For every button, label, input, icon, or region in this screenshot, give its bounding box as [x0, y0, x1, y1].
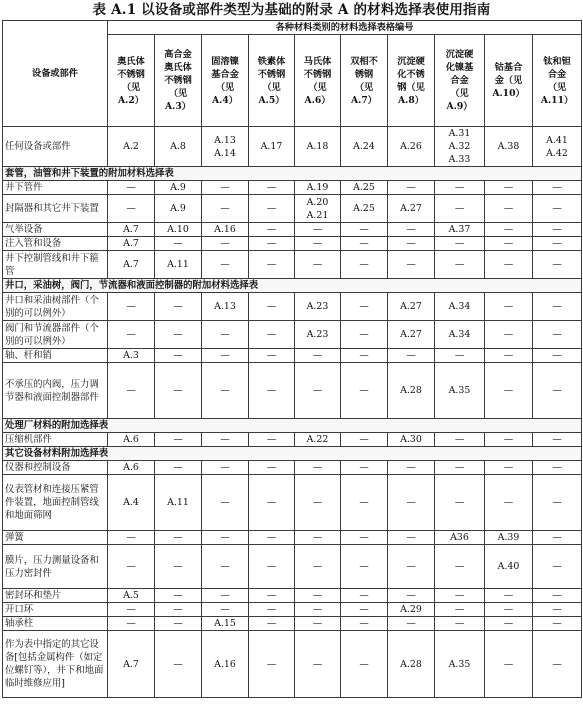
table-row — [3, 321, 582, 349]
table-cell: — — [155, 321, 202, 349]
table-row — [3, 545, 582, 589]
table-cell: — — [435, 195, 485, 223]
table-cell: — — [295, 237, 341, 251]
table-cell: — — [202, 251, 249, 279]
table-cell: — — [388, 545, 435, 589]
section-row — [3, 167, 582, 181]
table-cell: A.27 — [388, 321, 435, 349]
table-cell: A.23 — [295, 321, 341, 349]
table-cell: A.7 — [108, 223, 155, 237]
table-cell: — — [295, 223, 341, 237]
table-cell: — — [295, 545, 341, 589]
table-cell: — — [485, 461, 533, 475]
table-cell: — — [155, 461, 202, 475]
table-cell: A.20 A.21 — [295, 195, 341, 223]
table-cell: — — [485, 321, 533, 349]
table-cell: — — [341, 293, 388, 321]
table-title: 表 A.1 以设备或部件类型为基础的附录 A 的材料选择表使用指南 — [92, 2, 491, 18]
table-cell: A.41 A.42 — [533, 127, 582, 167]
table-cell: A.26 — [388, 127, 435, 167]
table-cell: — — [249, 475, 295, 531]
table-cell: — — [155, 631, 202, 698]
table-cell: — — [108, 531, 155, 545]
table-cell: — — [341, 531, 388, 545]
table-cell: — — [435, 589, 485, 603]
table-row — [3, 195, 582, 223]
table-cell: A.5 — [108, 589, 155, 603]
table-cell: A.11 — [155, 475, 202, 531]
table-cell: — — [295, 631, 341, 698]
table-cell: — — [249, 181, 295, 195]
table-row — [3, 589, 582, 603]
table-cell: — — [435, 349, 485, 363]
table-cell: A.28 — [388, 363, 435, 419]
table-cell: — — [485, 223, 533, 237]
table-cell: — — [108, 603, 155, 617]
header-equipment: 设备或部件 — [3, 21, 108, 127]
table-row — [3, 363, 582, 419]
table-cell: — — [202, 475, 249, 531]
table-cell: — — [485, 237, 533, 251]
table-cell: — — [533, 223, 582, 237]
table-cell: A.18 — [295, 127, 341, 167]
table-cell: — — [388, 251, 435, 279]
row-equipment-name: 井口和采油树部件（个别的可以例外） — [3, 293, 108, 321]
table-cell: A.7 — [108, 237, 155, 251]
section-title: 其它设备材料附加选择表 — [3, 447, 582, 461]
table-row — [3, 181, 582, 195]
table-cell: A.25 — [341, 195, 388, 223]
table-cell: A.2 — [108, 127, 155, 167]
table-cell: — — [249, 363, 295, 419]
table-cell: A.37 — [435, 223, 485, 237]
table-cell: A.17 — [249, 127, 295, 167]
table-cell: — — [202, 531, 249, 545]
table-cell: A.7 — [108, 251, 155, 279]
table-row — [3, 461, 582, 475]
table-cell: A.27 — [388, 293, 435, 321]
table-cell: A.9 — [155, 195, 202, 223]
row-equipment-name: 压缩机部件 — [3, 433, 108, 447]
table-cell: — — [485, 603, 533, 617]
table-cell: — — [533, 321, 582, 349]
section-title: 套管，油管和井下装置的附加材料选择表 — [3, 167, 582, 181]
table-cell: — — [341, 349, 388, 363]
row-equipment-name: 井下管件 — [3, 181, 108, 195]
table-cell: — — [108, 181, 155, 195]
table-row — [3, 349, 582, 363]
section-row — [3, 419, 582, 433]
table-cell: — — [108, 321, 155, 349]
table-cell: — — [341, 363, 388, 419]
table-cell: — — [533, 251, 582, 279]
table-cell: A.11 — [155, 251, 202, 279]
section-row — [3, 279, 582, 293]
table-cell: A.39 — [485, 531, 533, 545]
table-cell: — — [388, 531, 435, 545]
row-equipment-name: 井下控制管线和井下箍管 — [3, 251, 108, 279]
table-cell: — — [485, 363, 533, 419]
header-col: 铁素体 不锈钢 （见 A.5） — [249, 35, 295, 127]
table-cell: — — [295, 461, 341, 475]
table-cell: — — [202, 181, 249, 195]
row-equipment-name: 任何设备或部件 — [3, 127, 108, 167]
table-cell: — — [155, 293, 202, 321]
row-equipment-name: 仪表管材和连接压紧管件装置，地面控制管线和地面筛网 — [3, 475, 108, 531]
table-cell: A.38 — [485, 127, 533, 167]
table-cell: — — [388, 461, 435, 475]
header-col: 高合金 奥氏体 不锈钢 （见 A.3） — [155, 35, 202, 127]
table-row — [3, 603, 582, 617]
table-cell: — — [249, 223, 295, 237]
table-cell: A.13 A.14 — [202, 127, 249, 167]
table-cell: — — [202, 321, 249, 349]
table-cell: — — [341, 545, 388, 589]
table-cell: — — [108, 545, 155, 589]
table-cell: — — [533, 631, 582, 698]
table-cell: A.7 — [108, 631, 155, 698]
header-col: 沉淀硬 化镍基 合金 （见 A.9） — [435, 35, 485, 127]
table-cell: — — [202, 363, 249, 419]
table-cell: — — [249, 617, 295, 631]
row-equipment-name: 轴承柱 — [3, 617, 108, 631]
table-cell: — — [155, 589, 202, 603]
table-cell: A.28 — [388, 631, 435, 698]
table-cell: — — [485, 433, 533, 447]
section-title: 处理厂材料的附加选择表 — [3, 419, 582, 433]
table-cell: A.29 — [388, 603, 435, 617]
table-cell: — — [249, 251, 295, 279]
table-cell: — — [202, 237, 249, 251]
header-col: 马氏体 不锈钢 （见 A.6） — [295, 35, 341, 127]
table-cell: — — [108, 195, 155, 223]
table-cell: — — [533, 195, 582, 223]
table-cell: — — [295, 251, 341, 279]
table-row — [3, 475, 582, 531]
table-cell: — — [435, 545, 485, 589]
table-cell: — — [388, 223, 435, 237]
table-cell: A.22 — [295, 433, 341, 447]
table-cell: — — [295, 603, 341, 617]
table-cell: — — [295, 589, 341, 603]
table-cell: — — [388, 475, 435, 531]
row-equipment-name: 轴、杆和销 — [3, 349, 108, 363]
table-cell: — — [155, 349, 202, 363]
table-cell: A.4 — [108, 475, 155, 531]
header-col: 钴基合 金（见 A.10） — [485, 35, 533, 127]
row-equipment-name: 弹簧 — [3, 531, 108, 545]
table-cell: — — [485, 631, 533, 698]
table-cell: — — [202, 589, 249, 603]
table-cell: — — [108, 617, 155, 631]
table-cell: — — [249, 631, 295, 698]
table-cell: A.35 — [435, 363, 485, 419]
row-equipment-name: 阀门和节流器部件（个别的可以例外） — [3, 321, 108, 349]
table-body — [3, 127, 582, 698]
table-cell: — — [485, 589, 533, 603]
table-cell: — — [388, 589, 435, 603]
table-row — [3, 251, 582, 279]
header-col: 固溶镍 基合金 （见 A.4） — [202, 35, 249, 127]
table-cell: A.25 — [341, 181, 388, 195]
table-cell: — — [249, 589, 295, 603]
table-cell: A36 — [435, 531, 485, 545]
table-cell: — — [435, 461, 485, 475]
table-cell: — — [533, 531, 582, 545]
table-cell: — — [485, 293, 533, 321]
table-cell: — — [202, 433, 249, 447]
row-equipment-name: 作为表中指定的其它设备[包括金属构件（如定位螺钉等），井下和地面临时维修应用] — [3, 631, 108, 698]
table-cell: — — [249, 603, 295, 617]
table-cell: A.10 — [155, 223, 202, 237]
table-cell: — — [533, 603, 582, 617]
table-cell: — — [435, 237, 485, 251]
table-cell: — — [485, 349, 533, 363]
table-cell: — — [295, 349, 341, 363]
table-cell: — — [202, 461, 249, 475]
table-cell: A.16 — [202, 223, 249, 237]
table-cell: A.15 — [202, 617, 249, 631]
table-cell: — — [155, 545, 202, 589]
table-cell: — — [202, 195, 249, 223]
row-equipment-name: 不承压的内阀，压力调节器和液面控制器部件 — [3, 363, 108, 419]
table-cell: — — [249, 531, 295, 545]
table-cell: A.23 — [295, 293, 341, 321]
table-cell: — — [533, 545, 582, 589]
table-cell: — — [388, 349, 435, 363]
table-cell: — — [155, 433, 202, 447]
row-equipment-name: 密封环和垫片 — [3, 589, 108, 603]
table-cell: — — [202, 349, 249, 363]
header-col: 奥氏体 不锈钢 （见 A.2） — [108, 35, 155, 127]
table-row — [3, 531, 582, 545]
table-cell: A.6 — [108, 461, 155, 475]
table-row — [3, 293, 582, 321]
row-equipment-name: 封隔器和其它井下装置 — [3, 195, 108, 223]
table-cell: — — [435, 251, 485, 279]
table-cell: — — [295, 363, 341, 419]
table-cell: A.16 — [202, 631, 249, 698]
table-cell: A.31 A.32 A.33 — [435, 127, 485, 167]
table-cell: A.13 — [202, 293, 249, 321]
table-row — [3, 433, 582, 447]
row-equipment-name: 开口环 — [3, 603, 108, 617]
table-cell: — — [533, 433, 582, 447]
table-cell: — — [249, 433, 295, 447]
table-cell: A.40 — [485, 545, 533, 589]
table-cell: A.35 — [435, 631, 485, 698]
table-cell: — — [341, 475, 388, 531]
table-cell: — — [533, 617, 582, 631]
table-cell: — — [295, 475, 341, 531]
table-cell: — — [485, 475, 533, 531]
table-cell: — — [341, 251, 388, 279]
table-cell: — — [435, 181, 485, 195]
table-cell: — — [249, 293, 295, 321]
table-cell: — — [155, 603, 202, 617]
table-row — [3, 237, 582, 251]
header-col: 沉淀硬 化不锈 钢（见 A.8） — [388, 35, 435, 127]
table-cell: — — [485, 251, 533, 279]
table-cell: — — [155, 531, 202, 545]
table-cell: — — [435, 475, 485, 531]
table-cell: A.34 — [435, 293, 485, 321]
table-cell: — — [249, 545, 295, 589]
header-col: 钛和钽 合金 （见 A.11） — [533, 35, 582, 127]
table-cell: — — [341, 461, 388, 475]
table-cell: — — [533, 293, 582, 321]
table-cell: — — [435, 433, 485, 447]
table-cell: — — [341, 617, 388, 631]
table-cell: — — [341, 603, 388, 617]
table-cell: — — [341, 631, 388, 698]
table-cell: — — [108, 363, 155, 419]
table-cell: — — [249, 237, 295, 251]
row-equipment-name: 膜片，压力测量设备和压力密封件 — [3, 545, 108, 589]
table-cell: — — [388, 617, 435, 631]
table-cell: — — [485, 195, 533, 223]
table-cell: A.6 — [108, 433, 155, 447]
table-cell: — — [202, 545, 249, 589]
table-cell: — — [533, 475, 582, 531]
table-cell: — — [533, 237, 582, 251]
table-cell: A.30 — [388, 433, 435, 447]
section-row — [3, 447, 582, 461]
row-equipment-name: 气举设备 — [3, 223, 108, 237]
table-cell: — — [533, 461, 582, 475]
row-equipment-name: 注入管和设备 — [3, 237, 108, 251]
table-cell: — — [435, 603, 485, 617]
table-cell: — — [485, 181, 533, 195]
table-cell: — — [295, 531, 341, 545]
table-cell: — — [388, 181, 435, 195]
table-cell: — — [435, 617, 485, 631]
table-cell: A.9 — [155, 181, 202, 195]
section-title: 井口，采油树，阀门，节流器和液面控制器的附加材料选择表 — [3, 279, 582, 293]
table-cell: A.24 — [341, 127, 388, 167]
table-cell: — — [533, 181, 582, 195]
table-cell: — — [533, 349, 582, 363]
table-cell: — — [341, 237, 388, 251]
table-cell: A.27 — [388, 195, 435, 223]
table-cell: A.19 — [295, 181, 341, 195]
table-cell: — — [341, 589, 388, 603]
table-cell: A.34 — [435, 321, 485, 349]
table-cell: A.8 — [155, 127, 202, 167]
table-cell: — — [341, 223, 388, 237]
header-group: 各种材料类别的材料选择表格编号 — [108, 21, 582, 35]
table-cell: — — [485, 617, 533, 631]
table-cell: — — [202, 603, 249, 617]
table-cell: — — [155, 617, 202, 631]
header-col: 双相不 锈钢 （见 A.7） — [341, 35, 388, 127]
table-row — [3, 631, 582, 698]
table-cell: — — [249, 195, 295, 223]
table-cell: — — [295, 617, 341, 631]
row-equipment-name: 仪器和控制设备 — [3, 461, 108, 475]
table-cell: — — [341, 433, 388, 447]
header-row-group — [3, 21, 582, 35]
table-cell: — — [249, 349, 295, 363]
table-cell: — — [388, 237, 435, 251]
table-row — [3, 127, 582, 167]
table-row — [3, 223, 582, 237]
table-cell: — — [249, 321, 295, 349]
table-cell: A.3 — [108, 349, 155, 363]
table-cell: — — [341, 321, 388, 349]
table-cell: — — [533, 589, 582, 603]
table-row — [3, 617, 582, 631]
table-cell: — — [155, 363, 202, 419]
table-cell: — — [155, 237, 202, 251]
material-selection-table — [2, 20, 582, 698]
table-cell: — — [533, 363, 582, 419]
table-cell: — — [108, 293, 155, 321]
table-cell: — — [249, 461, 295, 475]
